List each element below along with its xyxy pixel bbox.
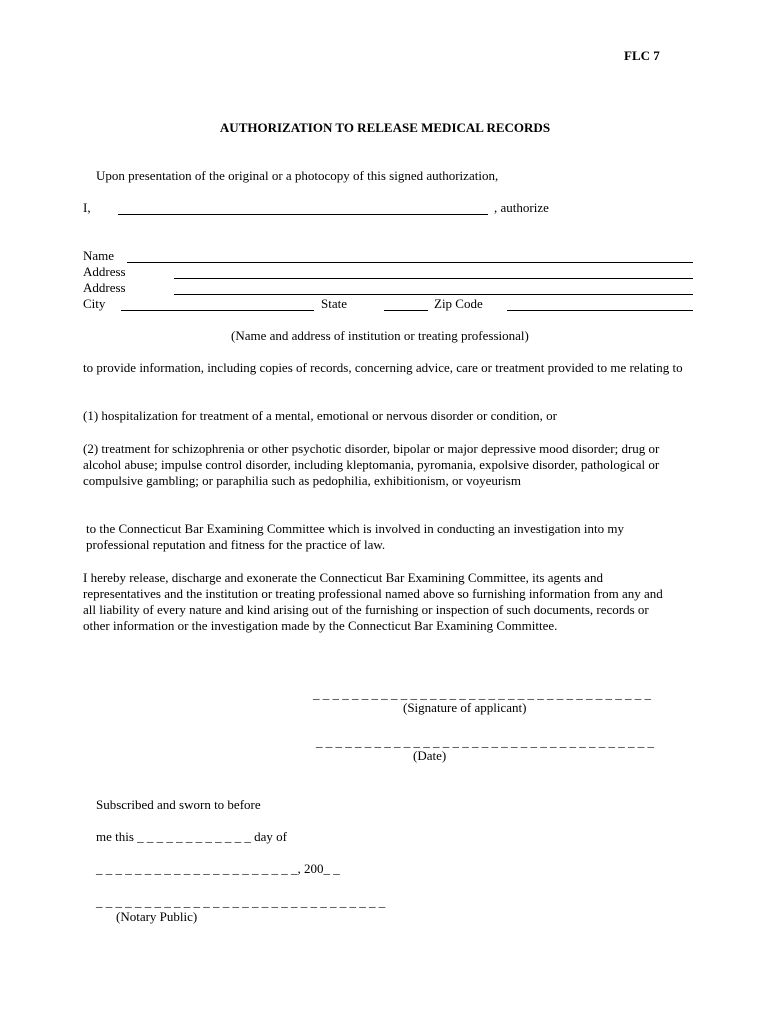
signature-label: (Signature of applicant) [403,700,527,715]
notary-label: (Notary Public) [116,909,198,924]
paragraph-provide: to provide information, including copies of records, concerning advice, care or treatment provided to me relating to [83,360,683,375]
city-field[interactable] [121,310,314,311]
address1-field[interactable] [174,278,693,279]
notary-signature-line[interactable]: _ _ _ _ _ _ _ _ _ _ _ _ _ _ _ _ _ _ _ _ _ _ _ _ _ _ _ _ _ _ [96,894,386,909]
date-line[interactable]: _ _ _ _ _ _ _ _ _ _ _ _ _ _ _ _ _ _ _ _ _ _ _ _ _ _ _ _ _ _ _ _ _ _ _ [316,734,654,749]
paragraph-committee: to the Connecticut Bar Examining Committee which is involved in conducting an investigation into my professional reputation and fitness for the practice of law. [86,521,624,552]
authorize-prefix: I, [83,200,91,215]
year-line[interactable]: _ _ _ _ _ _ _ _ _ _ _ _ _ _ _ _ _ _ _ _ _, 200_ _ [96,861,340,876]
date-label: (Date) [413,748,447,763]
name-field[interactable] [127,262,693,263]
item-1: (1) hospitalization for treatment of a mental, emotional or nervous disorder or condition, or [83,408,558,423]
state-label: State [321,296,347,311]
form-code: FLC 7 [624,48,660,63]
page-title: AUTHORIZATION TO RELEASE MEDICAL RECORDS [219,120,551,135]
applicant-name-field[interactable] [118,214,488,215]
subscribed-text: Subscribed and sworn to before [96,797,261,812]
state-field[interactable] [384,310,428,311]
address2-field[interactable] [174,294,693,295]
address2-label: Address [83,280,126,295]
name-label: Name [83,248,115,263]
address1-label: Address [83,264,126,279]
city-label: City [83,296,106,311]
me-this-line[interactable]: me this _ _ _ _ _ _ _ _ _ _ _ _ day of [96,829,288,844]
item-2: (2) treatment for schizophrenia or other psychotic disorder, bipolar or major depressive mood disorder; drug or alcohol abuse; impulse control disorder, including kleptomania, pyromania, expolsive disorder, pathological or compulsive gambling; or paraphilia such as pedophilia, exhibitionism, or voyeurism [83,441,660,488]
zip-label: Zip Code [434,296,483,311]
zip-field[interactable] [507,310,693,311]
signature-line[interactable]: _ _ _ _ _ _ _ _ _ _ _ _ _ _ _ _ _ _ _ _ _ _ _ _ _ _ _ _ _ _ _ _ _ _ _ [313,686,651,701]
fields-caption: (Name and address of institution or treating professional) [231,328,529,343]
intro-text: Upon presentation of the original or a photocopy of this signed authorization, [96,168,499,183]
paragraph-release: I hereby release, discharge and exonerate the Connecticut Bar Examining Committee, its agents and representatives and the institution or treating professional named above so furnishing information from any and all liability of every nature and kind arising out of the furnishing or inspection of such documents, records or other information or the investigation made by the Connecticut Bar Examining Committee. [83,570,663,633]
authorize-suffix: , authorize [494,200,549,215]
